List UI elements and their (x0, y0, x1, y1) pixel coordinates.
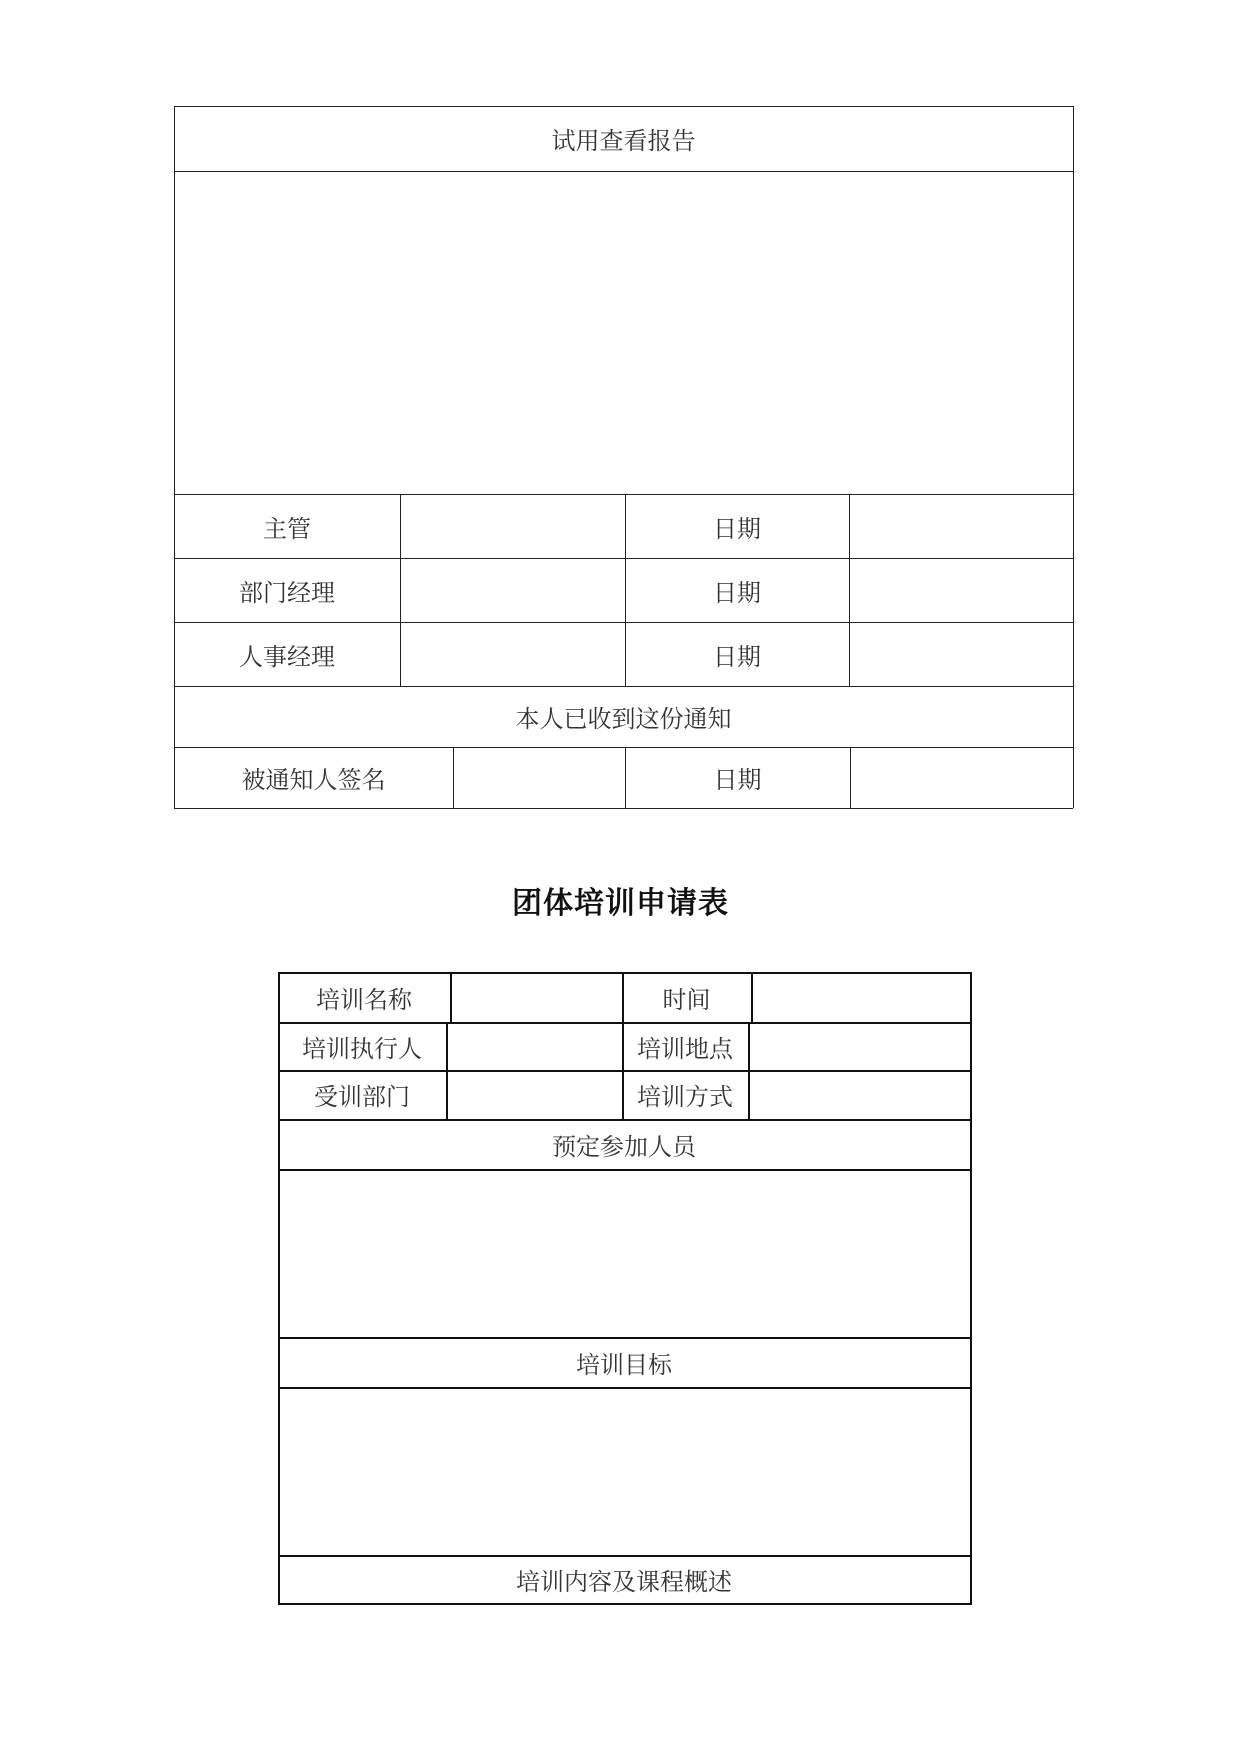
training-executor-value[interactable] (446, 1022, 622, 1070)
objective-header: 培训目标 (576, 1350, 672, 1379)
signature-value[interactable] (453, 747, 625, 808)
training-name-label: 培训名称 (316, 985, 412, 1014)
training-executor-label: 培训执行人 (302, 1034, 422, 1063)
department-manager-label: 部门经理 (239, 578, 335, 607)
trainee-department-value[interactable] (446, 1070, 622, 1119)
hr-manager-label: 人事经理 (239, 642, 335, 671)
participants-body[interactable] (278, 1169, 970, 1337)
department-manager-value[interactable] (400, 558, 625, 622)
acknowledgement-text: 本人已收到这份通知 (515, 705, 732, 733)
training-location-label: 培训地点 (637, 1034, 733, 1063)
participants-header: 预定参加人员 (552, 1132, 696, 1161)
supervisor-date-label: 日期 (713, 514, 761, 543)
training-time-label: 时间 (662, 985, 711, 1014)
hr-manager-date-label: 日期 (713, 642, 761, 671)
hr-manager-value[interactable] (400, 622, 625, 686)
signature-date-value[interactable] (850, 747, 1073, 808)
department-manager-date-value[interactable] (849, 558, 1073, 622)
training-name-value[interactable] (450, 972, 622, 1022)
training-form-title: 团体培训申请表 (512, 886, 729, 921)
training-time-value[interactable] (751, 972, 970, 1022)
supervisor-label: 主管 (263, 514, 311, 543)
training-location-value[interactable] (748, 1022, 970, 1070)
hr-manager-date-value[interactable] (849, 622, 1073, 686)
training-method-label: 培训方式 (637, 1083, 733, 1111)
signature-date-label: 日期 (713, 766, 762, 794)
review-report-body[interactable] (174, 171, 1073, 494)
trainee-department-label: 受训部门 (314, 1083, 410, 1111)
department-manager-date-label: 日期 (713, 578, 761, 607)
review-report-header: 试用查看报告 (551, 127, 696, 155)
signature-label: 被通知人签名 (241, 766, 386, 794)
supervisor-date-value[interactable] (849, 494, 1073, 558)
supervisor-value[interactable] (400, 494, 625, 558)
content-overview-header: 培训内容及课程概述 (516, 1567, 732, 1596)
training-method-value[interactable] (748, 1070, 970, 1119)
objective-body[interactable] (278, 1387, 970, 1555)
